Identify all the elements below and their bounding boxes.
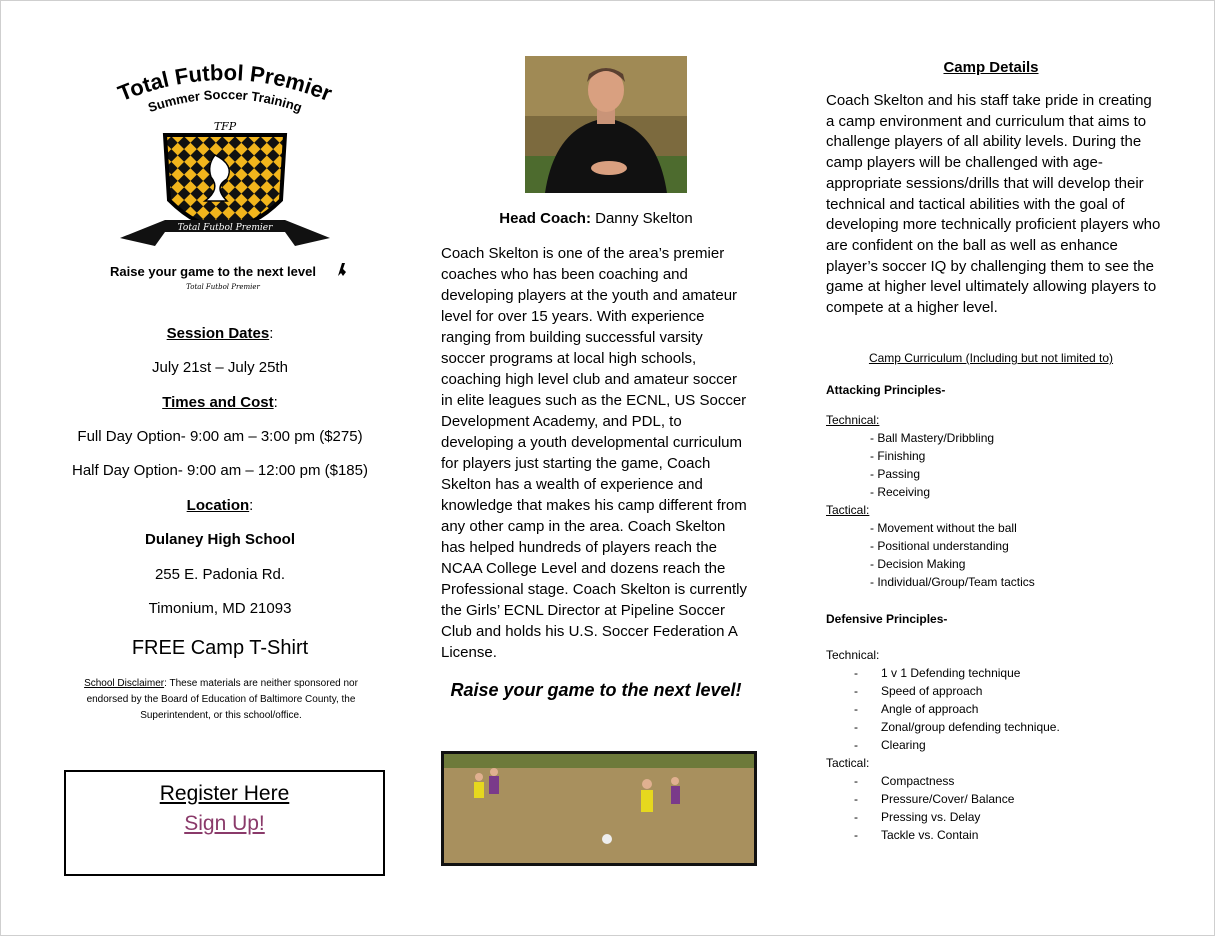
school-name: Dulaney High School [144, 531, 295, 548]
attacking-technical-label: Technical: [826, 413, 880, 427]
list-item: - Pressure/Cover/ Balance [854, 792, 1015, 806]
list-item: - Angle of approach [854, 702, 979, 716]
list-item: - Positional understanding [870, 539, 1009, 553]
attacking-section [826, 381, 1161, 591]
list-item: - Finishing [870, 449, 926, 463]
city-address: Timonium, MD 21093 [148, 600, 292, 617]
total-futbol-premier-logo [95, 60, 355, 295]
list-item: - Speed of approach [854, 684, 983, 698]
free-tshirt: FREE Camp T-Shirt [131, 637, 309, 659]
list-item: - Pressing vs. Delay [854, 810, 981, 824]
head-coach-line: Head Coach: Danny Skelton [499, 210, 693, 227]
list-item: - Movement without the ball [870, 521, 1017, 535]
list-item: - Decision Making [870, 557, 966, 571]
list-item: - Clearing [854, 738, 926, 752]
school-disclaimer: School Disclaimer: These materials are neither sponsored nor endorsed by the Board of Education of Baltimore County, the Superintendent, or this school/office. [84, 678, 358, 721]
attacking-heading: Attacking Principles- [826, 383, 946, 397]
players-field-photo [441, 751, 757, 866]
register-box [64, 770, 385, 876]
crest-shield [165, 135, 285, 228]
location-heading: Location: [186, 497, 254, 514]
list-item: - 1 v 1 Defending technique [854, 666, 1021, 680]
street-address: 255 E. Padonia Rd. [154, 566, 286, 583]
coach-bio: Coach Skelton is one of the area’s premier coaches who has been coaching and developing players at the youth and amateur level for over 15 years. With experience ranging from building successful varsity soccer programs at local high schools, coaching high level club and amateur soccer in elite leagues such as the ECNL, US Soccer Development Academy, and PDL, to developing a youth developmental curriculum for players just starting the game, Coach Skelton has a wealth of experience and knowledge that makes his camp different from any other camp in the area. Coach Skelton has helped hundreds of players reach the NCAA College Level and dozens reach the Professional stage. Coach Skelton is currently the Girls’ ECNL Director at Pipeline Soccer Club and holds his U.S. Soccer Federation A License. [441, 245, 747, 661]
list-item: - Compactness [854, 774, 955, 788]
defensive-heading: Defensive Principles- [826, 612, 948, 626]
sign-up-link[interactable]: Sign Up! [184, 812, 265, 835]
list-item: - Individual/Group/Team tactics [870, 575, 1035, 589]
list-item: - Passing [870, 467, 921, 481]
defensive-section [826, 610, 1161, 844]
list-item: - Ball Mastery/Dribbling [870, 431, 995, 445]
session-dates-value: July 21st – July 25th [152, 359, 288, 376]
camp-curriculum-heading: Camp Curriculum (Including but not limited to) [868, 351, 1114, 365]
times-cost-heading: Times and Cost: [162, 394, 278, 411]
defensive-tactical-label: Tactical: [826, 756, 870, 770]
player-icon [338, 263, 346, 276]
register-title: Register Here [159, 782, 290, 805]
list-item: - Zonal/group defending technique. [854, 720, 1060, 734]
logo-small-brand: Total Futbol Premier [186, 283, 260, 291]
banner-text: Total Futbol Premier [177, 223, 273, 233]
logo-arc-subtitle: Summer Soccer Training [146, 86, 304, 116]
list-item: - Tackle vs. Contain [854, 828, 979, 842]
camp-details-heading: Camp Details [943, 59, 1039, 76]
session-dates-heading: Session Dates: [166, 325, 274, 342]
logo-slogan: Raise your game to the next level [110, 264, 316, 279]
full-day-option: Full Day Option- 9:00 am – 3:00 pm ($275) [77, 428, 363, 445]
crest-monogram: TFP [213, 120, 237, 133]
half-day-option: Half Day Option- 9:00 am – 12:00 pm ($185) [72, 462, 368, 479]
defensive-technical-label: Technical: [826, 648, 880, 662]
attacking-tactical-label: Tactical: [826, 503, 870, 517]
list-item: - Receiving [870, 485, 931, 499]
tagline: Raise your game to the next level! [450, 680, 742, 700]
coach-photo [525, 56, 687, 193]
logo-arc-title: Total Futbol Premier [114, 60, 336, 107]
camp-details-text: Coach Skelton and his staff take pride in creating a camp environment and curriculum that aims to challenge players of all ability levels. During the camp players will be challenged with age-appropriate sessions/drills that will develop their technical and tactical abilities with the goal of developing more technically proficient players who are confident on the ball as well as enhance player’s soccer IQ by challenging them to see the game at higher level ultimately allowing players to compete at a higher level. [826, 92, 1161, 317]
